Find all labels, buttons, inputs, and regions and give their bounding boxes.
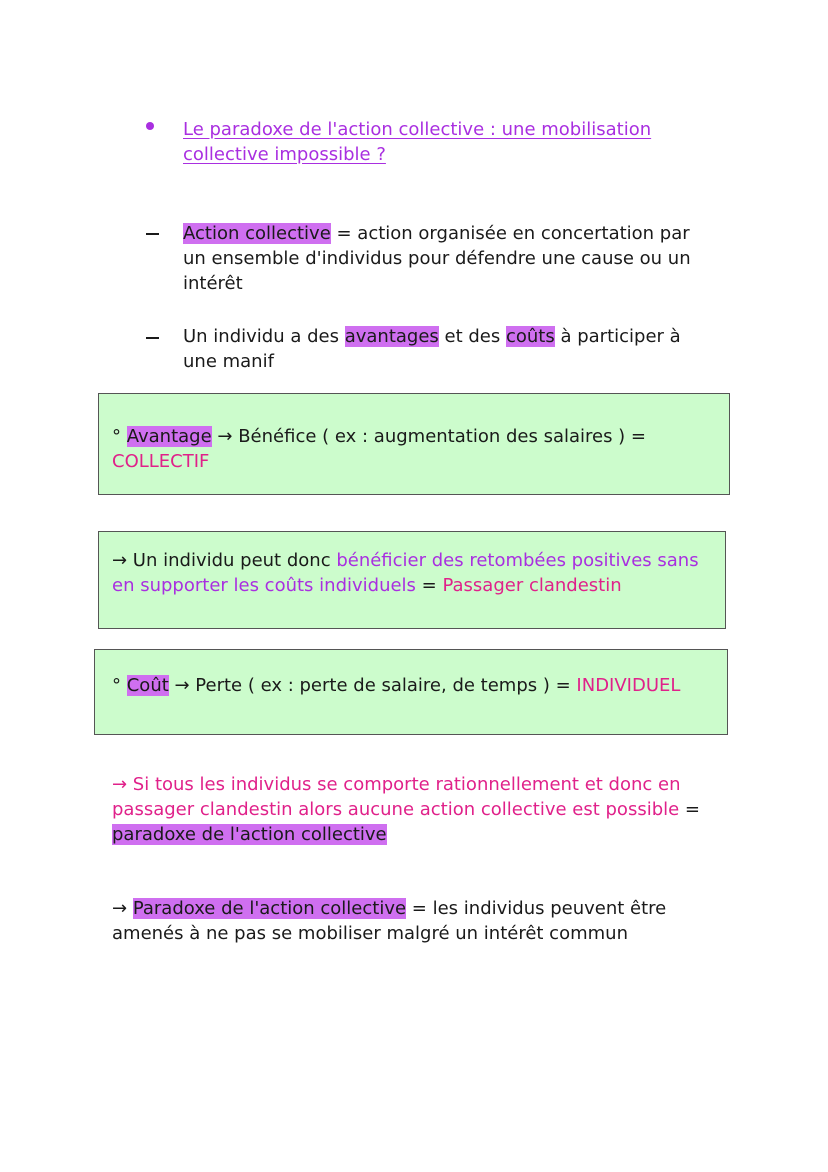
definition-line-1: = action organisée en concertation par: [330, 223, 690, 244]
definition-action-collective: [183, 221, 691, 296]
term-avantage: Avantage: [126, 426, 212, 447]
individuel-label: INDIVIDUEL: [576, 675, 681, 696]
definition-line-3: intérêt: [183, 273, 243, 294]
statement-part-1: Un individu a des: [183, 326, 345, 347]
dash-icon: [146, 233, 159, 235]
consequence-line-1: → Si tous les individus se comporte rationnellement et donc en: [112, 774, 681, 795]
paradox-definition: [112, 896, 666, 946]
definition-line-2: un ensemble d'individus pour défendre une cause ou un: [183, 248, 691, 269]
statement-avantages-couts: [183, 324, 681, 374]
collectif-label: COLLECTIF: [112, 451, 210, 472]
term-cout: Coût: [126, 675, 169, 696]
passager-clandestin-label: Passager clandestin: [442, 575, 622, 596]
passager-line-2-part-1: en supporter les coûts individuels: [112, 575, 416, 596]
cout-text: [112, 673, 680, 698]
passager-part-1: → Un individu peut donc: [112, 550, 337, 571]
consequence-line-2: passager clandestin alors aucune action collective est possible: [112, 799, 680, 820]
heading-line-1: Le paradoxe de l'action collective : une mobilisation: [183, 119, 652, 140]
avantage-rest: → Bénéfice ( ex : augmentation des salaires ) =: [211, 426, 647, 447]
statement-part-2: et des: [438, 326, 506, 347]
consequence-line-3: paradoxe de l'action collective: [112, 824, 387, 845]
paradox-consequence: [112, 772, 700, 847]
passager-eq: =: [415, 575, 443, 596]
arrow-prefix: →: [112, 898, 133, 919]
term-avantages: avantages: [344, 326, 439, 347]
bullet-icon: [146, 122, 154, 130]
dash-icon: [146, 337, 159, 339]
heading-line-2: collective impossible ?: [183, 144, 386, 165]
passager-text: [112, 548, 699, 598]
statement-line-2: une manif: [183, 351, 274, 372]
avantage-text: [112, 424, 646, 474]
paradox-rest: = les individus peuvent être: [406, 898, 667, 919]
degree-prefix: °: [112, 675, 127, 696]
passager-part-2: bénéficier des retombées positives sans: [336, 550, 699, 571]
consequence-eq: =: [679, 799, 701, 820]
term-paradoxe: Paradoxe de l'action collective: [132, 898, 407, 919]
degree-prefix: °: [112, 426, 127, 447]
statement-part-3: à participer à: [554, 326, 681, 347]
term-couts: coûts: [505, 326, 555, 347]
term-action-collective: Action collective: [183, 223, 331, 244]
paradox-line-2: amenés à ne pas se mobiliser malgré un intérêt commun: [112, 923, 628, 944]
cout-rest: → Perte ( ex : perte de salaire, de temps ) =: [168, 675, 577, 696]
section-heading[interactable]: [183, 117, 651, 167]
